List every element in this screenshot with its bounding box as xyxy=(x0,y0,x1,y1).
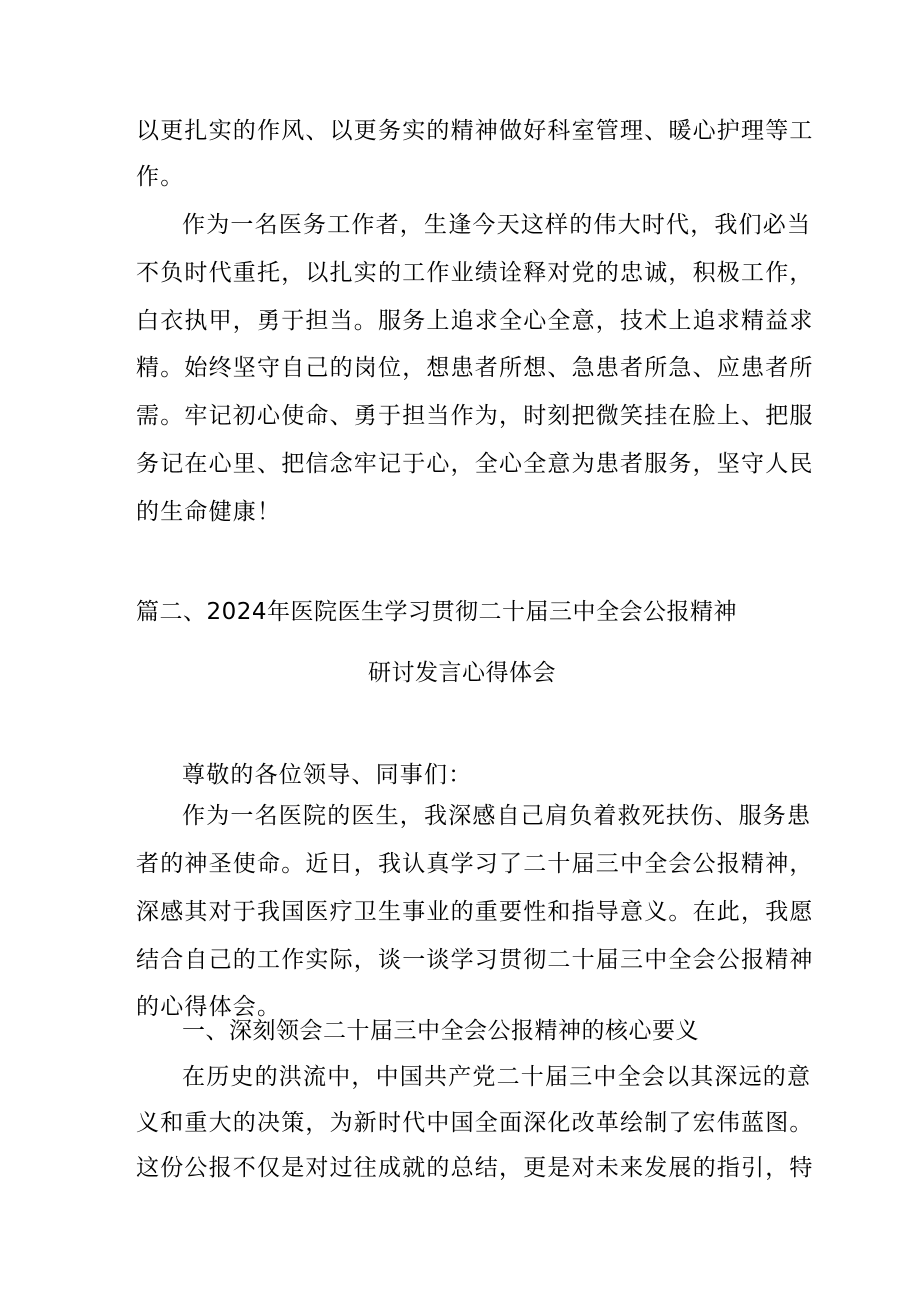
paragraph-line: 务记在心里、把信念牢记于心，全心全意为患者服务，坚守人民 xyxy=(136,451,814,477)
paragraph-line: 这份公报不仅是对过往成就的总结，更是对未来发展的指引，特 xyxy=(136,1155,814,1181)
paragraph-line: 白衣执甲，勇于担当。服务上追求全心全意，技术上追求精益求 xyxy=(136,308,814,334)
paragraph-line: 结合自己的工作实际，谈一谈学习贯彻二十届三中全会公报精神 xyxy=(136,947,814,973)
article-title-line-1: 篇二、2024年医院医生学习贯彻二十届三中全会公报精神 xyxy=(136,599,738,625)
paragraph-line: 在历史的洪流中，中国共产党二十届三中全会以其深远的意 xyxy=(182,1064,812,1090)
paragraph-line: 精。始终坚守自己的岗位，想患者所想、急患者所急、应患者所 xyxy=(136,355,814,381)
paragraph-line: 以更扎实的作风、以更务实的精神做好科室管理、暖心护理等工 xyxy=(136,118,814,144)
paragraph-line: 深感其对于我国医疗卫生事业的重要性和指导意义。在此，我愿 xyxy=(136,899,814,925)
paragraph-line: 的生命健康！ xyxy=(136,499,282,525)
paragraph-line: 作。 xyxy=(136,164,185,190)
paragraph-line: 作为一名医务工作者，生逢今天这样的伟大时代，我们必当 xyxy=(182,212,812,238)
salutation: 尊敬的各位领导、同事们： xyxy=(182,762,473,788)
article-title-line-2: 研讨发言心得体会 xyxy=(368,660,556,686)
paragraph-line: 需。牢记初心使命、勇于担当作为，时刻把微笑挂在脸上、把服 xyxy=(136,403,814,429)
paragraph-line: 不负时代重托，以扎实的工作业绩诠释对党的忠诚，积极工作， xyxy=(136,260,814,286)
paragraph-line: 者的神圣使命。近日，我认真学习了二十届三中全会公报精神， xyxy=(136,851,814,877)
paragraph-line: 义和重大的决策，为新时代中国全面深化改革绘制了宏伟蓝图。 xyxy=(136,1110,814,1136)
paragraph-line: 作为一名医院的医生，我深感自己肩负着救死扶伤、服务患 xyxy=(182,803,812,829)
paragraph-line: 的心得体会。 xyxy=(136,994,282,1020)
section-heading: 一、深刻领会二十届三中全会公报精神的核心要义 xyxy=(182,1018,699,1044)
